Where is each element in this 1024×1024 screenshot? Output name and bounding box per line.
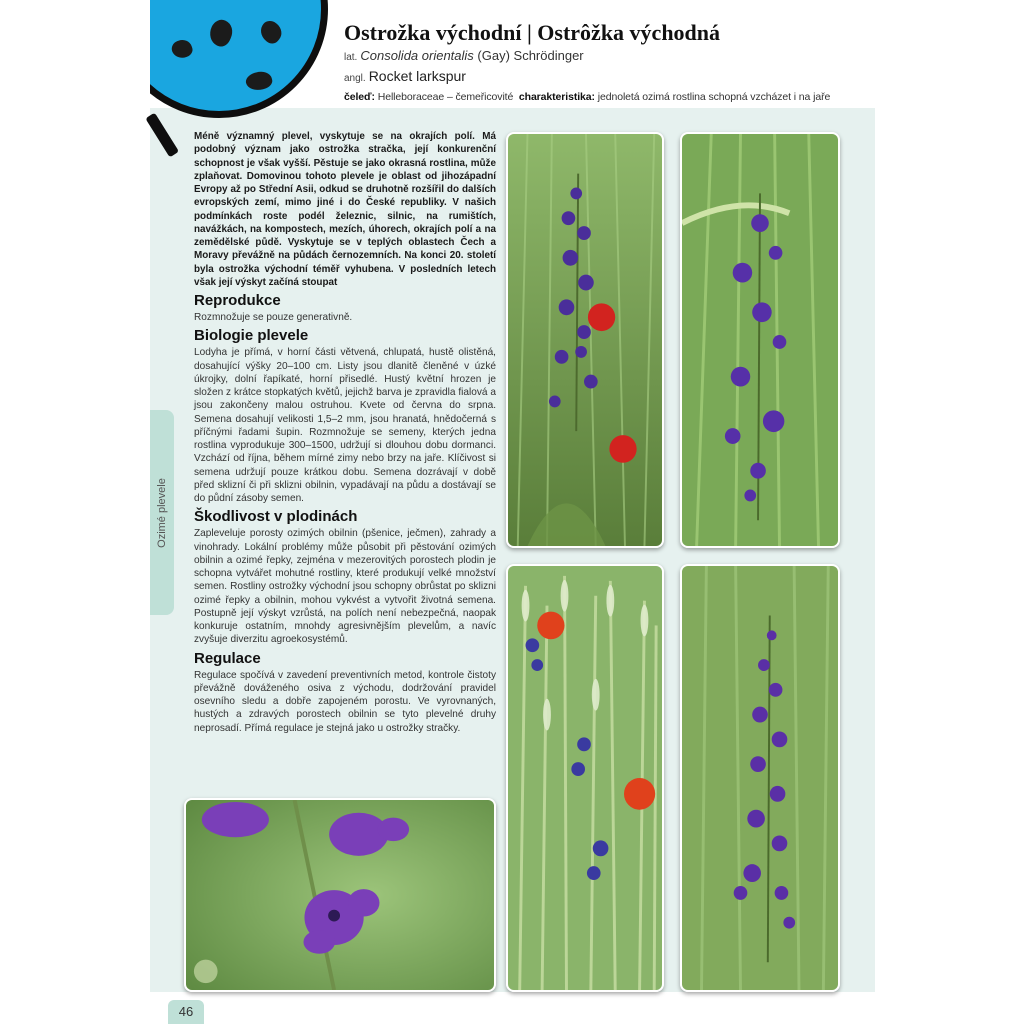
latin-name: Consolida orientalis — [360, 48, 474, 63]
page-title: Ostrožka východní | Ostrôžka východná — [344, 20, 721, 45]
characteristic-label: charakteristika: — [518, 91, 595, 103]
photo-larkspur-tall-spike — [680, 564, 840, 992]
photo-larkspur-with-poppies — [506, 132, 664, 548]
text-column — [194, 130, 496, 735]
side-tab-label: Ozimé plevele — [156, 477, 168, 548]
family-value: Helleboraceae – čemeřicovité — [377, 91, 514, 103]
english-name-line — [344, 68, 466, 84]
page-number: 46 — [168, 1000, 204, 1024]
meta-line — [344, 91, 830, 103]
characteristic-value: jednoletá ozimá rostlina schopná vzcházet i na jaře — [597, 91, 831, 103]
latin-name-line — [344, 48, 584, 63]
latin-author: (Gay) Schrödinger — [477, 48, 584, 63]
section-heading-harmfulness: Škodlivost v plodinách — [194, 508, 358, 526]
english-prefix: angl. — [344, 73, 366, 84]
photo-larkspur-in-wheat — [506, 564, 664, 992]
section-text-harmfulness: Zapleveluje porosty ozimých obilnin (pšenice, ječmen), zahrady a vinohrady. Lokální problémy může působit při pěstování ozimých obilnin a ozimé řepky, zejména v mezerovitých porostech plodin je schopna vytvářet mohutné rostliny, které produkují velké množství semen. Rostliny ostrožky východní jsou schopny obrůstat po sklizni ozimé řepky a obilnin, mohou vykvést a vytvořit životná semena. Postupně její výskyt vzrůstá, na polích není nebezpečná, naopak konkuruje ostatním, mnohdy agresivnějším plevelům, a navíc zvyšuje diverzitu agroekosystémů. — [194, 528, 496, 646]
section-text-regulation: Regulace spočívá v zavedení preventivních metod, kontrole čistoty převážně dováženého osiva z východu, dodržování pravidel osevního sledu a dobře zapojeném porostu. Ve vyrovnaných, hustých a zdravých porostech obilnin se tyto plevelné druhy neprosadí. Přímá regulace je stejná jako u ostrožky stračky. — [194, 669, 496, 734]
section-heading-regulation: Regulace — [194, 649, 261, 667]
section-heading-biology: Biologie plevele — [194, 327, 309, 345]
photo-larkspur-in-grass — [680, 132, 840, 548]
section-text-reproduction: Rozmnožuje se pouze generativně. — [194, 312, 353, 323]
intro-paragraph: Méně významný plevel, vyskytuje se na okrajích polí. Má podobný význam jako ostrožka stračka, její konkurenční schopnost je však vyšší. Pěstuje se jako okrasná rostlina, může zplaňovat. Domovinou tohoto plevele je oblast od jihozápadní Evropy až po Střední Asii, odkud se druhotně rozšířil do dalších evropských zemí, mimo jiné i do České republiky. V našich podmínkách roste podél železnic, silnic, na rumištích, navážkách, na kompostech, mezích, úhorech, okrajích polí a na zemědělské půdě. Vyskytuje se v teplých oblastech Čech a Moravy převážně na půdách černozemních. Na konci 20. století byla ostrožka východní téměř vyhubena. V posledních letech však její výskyt začíná stoupat — [194, 131, 496, 288]
magnifier-seeds-image — [150, 0, 332, 127]
magnifier-lens — [150, 0, 328, 118]
photo-larkspur-flower-closeup — [184, 798, 496, 992]
section-text-biology: Lodyha je přímá, v horní části větvená, chlupatá, hustě olistěná, dosahující výšky 20–100 cm. Listy jsou dlanitě členěné v úzké úkrojky, dolní řapíkaté, horní přisedlé. Hustý květní hrozen je složen z krátce stopkatých květů, jejichž barva je zpravidla fialová a jsou zakončeny malou ostruhou. Kvete od června do srpna. Semena dosahují velikosti 1,5–2 mm, jsou hranatá, hnědočerná s příčnými řadami šupin. Rozmnožuje se semeny, kterých jedna rostlina vyprodukuje 300–1500, udržují si dlouhou dobu dormanci. Vzchází od října, během mírné zimy nebo brzy na jaře. Klíčivost si semena udržují pouze krátkou dobu. Semena dozrávají v době před sklizní či při sklizni obilnin, vypadávají na půdu a dostávají se do půdní zásoby semen. — [194, 347, 496, 504]
section-heading-reproduction: Reprodukce — [194, 292, 281, 309]
latin-prefix: lat. — [344, 52, 358, 63]
side-tab — [150, 410, 174, 615]
english-name: Rocket larkspur — [368, 68, 466, 84]
family-label: čeleď: — [344, 91, 375, 103]
